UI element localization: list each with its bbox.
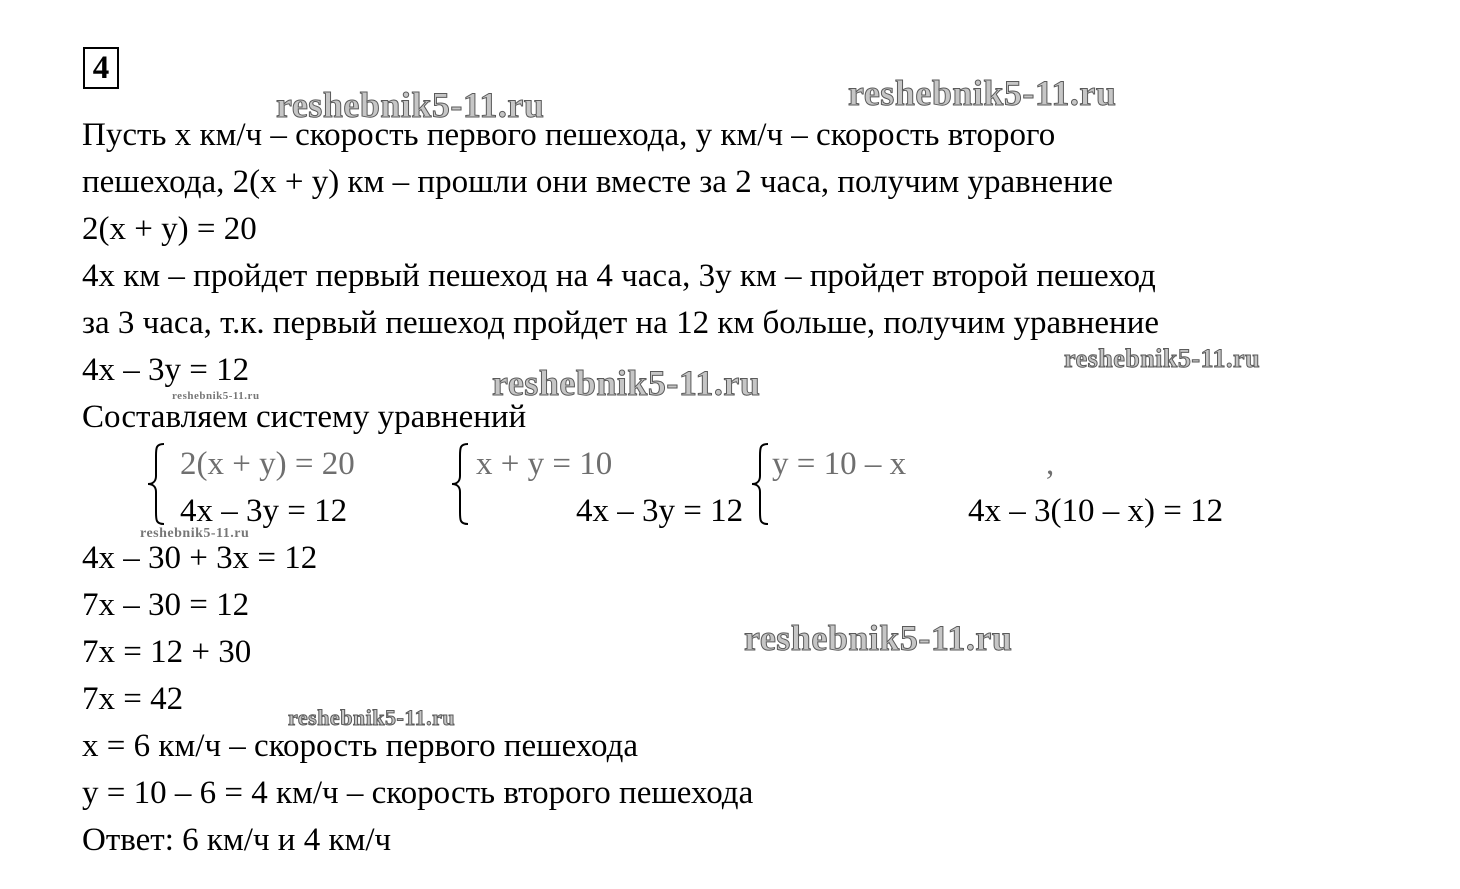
- watermark: reshebnik5-11.ru: [848, 73, 1117, 113]
- text-line: 4x км – пройдет первый пешеход на 4 часа, 3y км – пройдет второй пешеход: [82, 258, 1156, 294]
- system-equation: 4x – 3y = 12: [576, 493, 744, 529]
- text-line: Пусть x км/ч – скорость первого пешехода, y км/ч – скорость второго: [82, 117, 1056, 153]
- watermark: reshebnik5-11.ru: [276, 85, 545, 125]
- watermark: reshebnik5-11.ru: [744, 618, 1013, 658]
- system-comma: ,: [1046, 446, 1055, 482]
- text-line: 7x = 12 + 30: [82, 634, 252, 670]
- watermark: reshebnik5-11.ru: [172, 390, 260, 402]
- watermark: reshebnik5-11.ru: [492, 363, 761, 403]
- text-line: 4x – 3y = 12: [82, 352, 250, 388]
- watermark: reshebnik5-11.ru: [288, 705, 456, 730]
- text-line: Составляем систему уравнений: [82, 399, 527, 435]
- text-line: 7x – 30 = 12: [82, 587, 250, 623]
- system-brace: [450, 442, 472, 526]
- text-line: пешехода, 2(x + y) км – прошли они вместе за 2 часа, получим уравнение: [82, 164, 1113, 200]
- text-line: y = 10 – 6 = 4 км/ч – скорость второго пешехода: [82, 775, 754, 811]
- text-line: 7x = 42: [82, 681, 184, 717]
- task-number: 4: [83, 47, 119, 89]
- watermark: reshebnik5-11.ru: [140, 526, 250, 541]
- text-line: x = 6 км/ч – скорость первого пешехода: [82, 728, 639, 764]
- system-brace: [146, 442, 168, 526]
- system-equation: 2(x + y) = 20: [180, 446, 355, 482]
- text-line: 2(x + y) = 20: [82, 211, 257, 247]
- system-equation: y = 10 – x: [772, 446, 907, 482]
- system-equation: 4x – 3y = 12: [180, 493, 348, 529]
- text-line: за 3 часа, т.к. первый пешеход пройдет на 12 км больше, получим уравнение: [82, 305, 1159, 341]
- text-line: 4x – 30 + 3x = 12: [82, 540, 318, 576]
- answer-line: Ответ: 6 км/ч и 4 км/ч: [82, 822, 392, 858]
- system-equation: 4x – 3(10 – x) = 12: [968, 493, 1224, 529]
- watermark: reshebnik5-11.ru: [1064, 344, 1261, 373]
- system-equation: x + y = 10: [476, 446, 613, 482]
- system-brace: [750, 442, 772, 526]
